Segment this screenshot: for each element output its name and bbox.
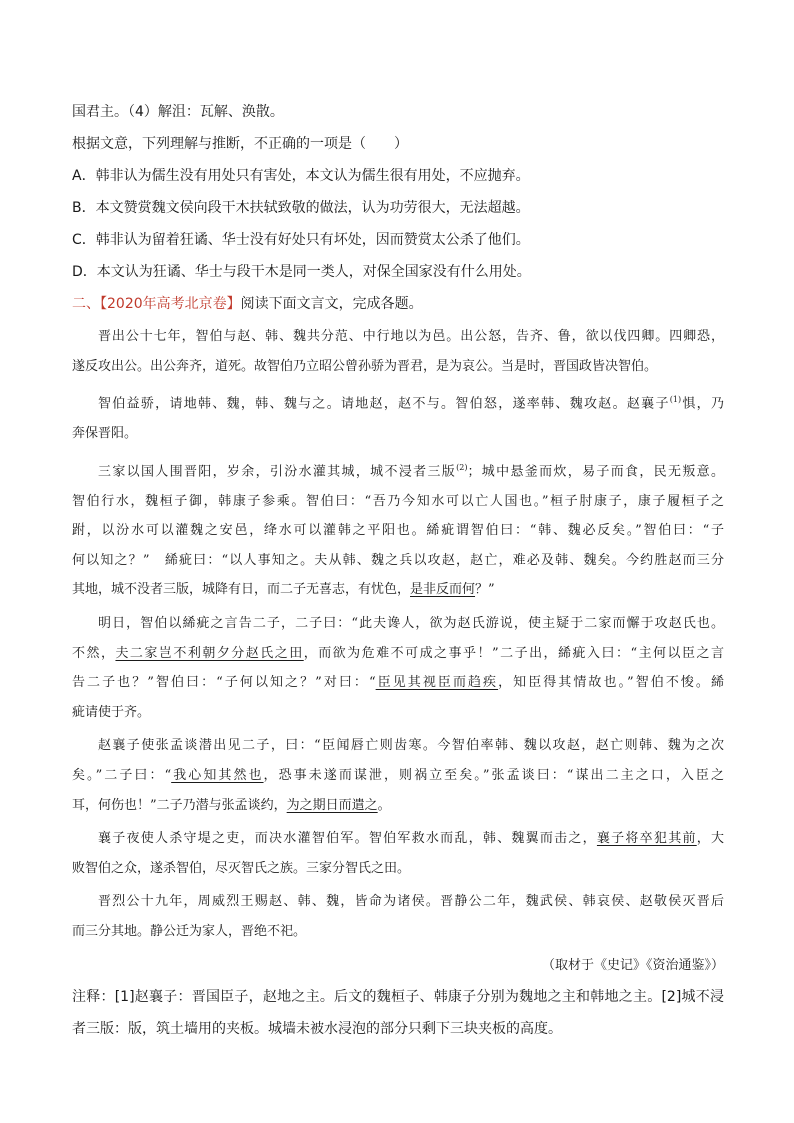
classical-passage [72,322,724,981]
p6-line-1: 襄子夜使人杀守堤之吏，而决水灌智伯军。智伯军救水而乱，韩、魏翼而击之，襄子将卒犯其前，大 [98,831,724,847]
underlined-sentence: 臣见其视臣而趋疾 [375,675,499,691]
p7-line-1: 晋烈公十九年，周威烈王赐赵、韩、魏，皆命为诸侯。晋静公二年，魏武侯、韩哀侯、赵敬侯灭晋后 [98,894,724,910]
p5-line-2: 矣。”二子曰：“我心知其然也，恐事未遂而谋泄，则祸立至矣。”张孟谈曰：“谋出二主之口，入臣之 [72,767,724,783]
underlined-sentence: 夫二家岂不利朝夕分赵氏之田 [115,645,304,661]
p7-line-2: 而三分其地。静公迁为家人，晋绝不祀。 [72,923,307,939]
section-heading [72,288,724,320]
underlined-sentence: 襄子将卒犯其前 [596,831,697,847]
annotation-line-2: 者三版：版，筑土墙用的夹板。城墙未被水浸泡的部分只剩下三块夹板的高度。 [72,1020,562,1037]
paragraph-1 [72,322,724,381]
option-c: C．韩非认为留着狂谲、华士没有好处只有坏处，因而赞赏太公杀了他们。 [72,232,530,248]
underlined-sentence: 我心知其然也 [171,767,264,783]
underlined-sentence: 是非反而何 [410,582,476,598]
p3-line-2: 智伯行水，魏桓子御，韩康子参乘。智伯曰：“吾乃今知水可以亡人国也。”桓子肘康子，康子履桓子之 [72,493,724,509]
p5-line-3: 耳，何伤也！”二子乃潜与张孟谈约，为之期日而遣之。 [72,797,391,813]
p3-line-3: 跗，以汾水可以灌魏之安邑，绛水可以灌韩之平阳也。絺疵谓智伯曰：“韩、魏必反矣。”智伯曰：“子 [72,523,724,539]
p2-line-2: 奔保晋阳。 [72,426,138,442]
option-a: A．韩非认为儒生没有用处只有害处，本文认为儒生很有用处，不应抛弃。 [72,168,530,184]
source-citation: （取材于《史记》《资治通鉴》） [541,957,724,973]
footnote-marker-2: (2) [456,462,468,472]
previous-note-tail: 国君主。（4）解沮：瓦解、涣散。 [72,104,284,120]
paragraph-6 [72,824,724,883]
p6-line-2: 败智伯之众，遂杀智伯，尽灭智氏之族。三家分智氏之田。 [72,860,411,876]
paragraph-7 [72,887,724,946]
p3-line-5: 其地，城不没者三版，城降有日，而二子无喜志，有忧色，是非反而何？” [72,582,495,598]
section-instruction: 阅读下面文言文，完成各题。 [240,296,423,312]
question-stem: 根据文意，下列理解与推断，不正确的一项是（ ） [72,136,408,152]
p1-line-2: 遂反攻出公。出公奔齐，道死。故智伯乃立昭公曾孙骄为晋君，是为哀公。当是时，晋国政皆决智伯。 [72,358,658,374]
option-b: B．本文赞赏魏文侯向段干木扶轼致敬的做法，认为功劳很大，无法超越。 [72,200,530,216]
exam-source-tag: 【2020年高考北京卷】 [100,296,241,312]
annotation-line-1: 注释：[1]赵襄子：晋国臣子，赵地之主。后文的魏桓子、韩康子分别为魏地之主和韩地之主。[2]城不浸 [72,988,724,1005]
p4-line-1: 明日，智伯以絺疵之言告二子，二子曰：“此夫谗人，欲为赵氏游说，使主疑于二家而懈于攻赵氏也。 [98,616,724,631]
p4-line-2: 不然，夫二家岂不利朝夕分赵氏之田，而欲为危难不可成之事乎！”二子出，絺疵入曰：“主何以臣之言 [72,645,724,661]
p4-line-4: 疵请使于齐。 [72,704,151,720]
option-d: D．本文认为狂谲、华士与段干木是同一类人，对保全国家没有什么用处。 [72,264,531,280]
p3-line-1: 三家以国人围晋阳，岁余，引汾水灌其城，城不浸者三版$^{(2)}$；城中悬釜而炊，易子而食，民无叛意。 [98,462,724,480]
paragraph-3 [72,453,724,605]
p2-line-1: 智伯益骄，请地韩、魏，韩、魏与之。请地赵，赵不与。智伯怒，遂率韩、魏攻赵。赵襄子$^{(1)}$惧，乃 [98,395,724,412]
p1-line-1: 晋出公十七年，智伯与赵、韩、魏共分范、中行地以为邑。出公怒，告齐、鲁，欲以伐四卿。四卿恐， [98,329,724,344]
underlined-sentence: 为之期日而遣之 [286,797,378,813]
paragraph-2 [72,385,724,449]
p4-line-3: 告二子也？”智伯曰：“子何以知之？”对曰：“臣见其视臣而趋疾，知臣得其情故也。”智伯不悛。絺 [72,675,724,691]
paragraph-5 [72,731,724,820]
section-number: 二、 [72,296,100,312]
p3-line-4: 何以知之？” 絺疵曰：“以人事知之。夫从韩、魏之兵以攻赵，赵亡，难必及韩、魏矣。今约胜赵而三分 [72,552,724,568]
footnote-marker-1: (1) [669,395,682,405]
p5-line-1: 赵襄子使张孟谈潜出见二子，曰：“臣闻唇亡则齿寒。今智伯率韩、魏以攻赵，赵亡则韩、魏为之次 [98,738,724,754]
paragraph-4 [72,609,724,727]
content-area [72,96,724,1045]
